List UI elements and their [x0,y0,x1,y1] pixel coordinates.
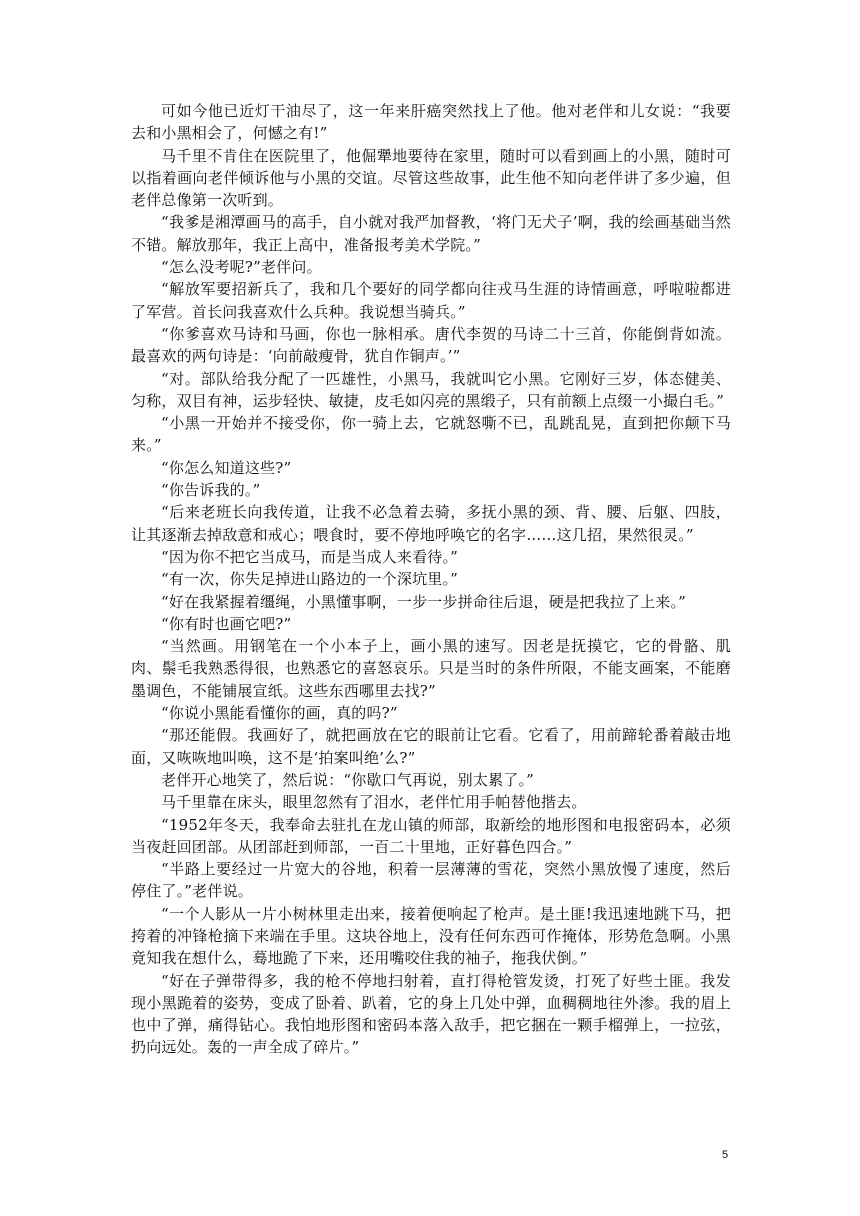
paragraph: “好在我紧握着缰绳，小黑懂事啊，一步一步拼命往后退，硬是把我拉了上来。” [161,592,687,611]
paragraph: 可如今他已近灯干油尽了，这一年来肝癌突然找上了他。他对老伴和儿女说：“我要去和小黑相会了，何憾之有!” [131,102,731,143]
paragraph: “一个人影从一片小树林里走出来，接着便响起了枪声。是土匪!我迅速地跳下马，把挎着的冲锋枪摘下来端在手里。这块谷地上，没有任何东西可作掩体，形势危急啊。小黑竟知我在想什么，蓦地跪了下来，还用嘴咬住我的袖子，拖我伏倒。” [131,904,731,968]
paragraph: “因为你不把它当成马，而是当成人来看待。” [161,547,459,566]
page-number: 5 [722,1149,729,1161]
paragraph: “你告诉我的。” [161,481,261,500]
paragraph: “当然画。用钢笔在一个小本子上，画小黑的速写。因老是抚摸它，它的骨骼、肌肉、鬃毛我熟悉得很，也熟悉它的喜怒哀乐。只是当时的条件所限，不能支画案，不能磨墨调色，不能铺展宣纸。这些东西哪里去找?” [131,637,731,700]
paragraph: 马千里靠在床头，眼里忽然有了泪水，老伴忙用手帕替他揩去。 [161,793,587,812]
paragraph: “你怎么知道这些?” [161,458,292,477]
paragraph: 马千里不肯住在医院里了，他倔犟地要待在家里，随时可以看到画上的小黑，随时可以指着画向老伴倾诉他与小黑的交谊。尽管这些故事，此生他不知向老伴讲了多少遍，但老伴总像第一次听到。 [131,146,731,210]
paragraph: “后来老班长向我传道，让我不必急着去骑，多抚小黑的颈、背、腰、后躯、四肢，让其逐渐去掉敌意和戒心；喂食时，要不停地呼唤它的名字……这几招，果然很灵。” [131,503,731,544]
story-text [131,100,731,1059]
paragraph: “半路上要经过一片宽大的谷地，积着一层薄薄的雪花，突然小黑放慢了速度，然后停住了。”老伴说。 [131,860,731,901]
paragraph: “对。部队给我分配了一匹雄性，小黑马，我就叫它小黑。它刚好三岁，体态健美、匀称，双目有神，运步轻快、敏捷，皮毛如闪亮的黑缎子，只有前额上点缀一小撮白毛。” [131,369,731,410]
paragraph: “有一次，你失足掉进山路边的一个深坑里。” [161,570,459,589]
paragraph: “你爹喜欢马诗和马画，你也一脉相承。唐代李贺的马诗二十三首，你能倒背如流。最喜欢的两句诗是：‘向前敲瘦骨，犹自作铜声。’” [131,324,731,366]
paragraph: “你有时也画它吧?” [161,614,292,633]
paragraph: “1952年冬天，我奉命去驻扎在龙山镇的师部，取新绘的地形图和电报密码本，必须当夜赶回团部。从团部赶到师部，一百二十里地，正好暮色四合。” [131,815,731,856]
paragraph: 老伴开心地笑了，然后说：“你歇口气再说，别太累了。” [161,770,535,789]
paragraph: “解放军要招新兵了，我和几个要好的同学都向往戎马生涯的诗情画意，呼啦啦都进了军营。首长问我喜欢什么兵种。我说想当骑兵。” [131,280,731,321]
paragraph: “怎么没考呢?”老伴问。 [161,258,322,277]
paragraph: “我爹是湘潭画马的高手，自小就对我严加督教，‘将门无犬子’啊，我的绘画基础当然不错。解放那年，我正上高中，准备报考美术学院。” [131,213,731,254]
paragraph: “你说小黑能看懂你的画，真的吗?” [161,704,398,723]
paragraph: “好在子弹带得多，我的枪不停地扫射着，直打得枪管发烫，打死了好些土匪。我发现小黑跪着的姿势，变成了卧着、趴着，它的身上几处中弹，血稠稠地往外渗。我的眉上也中了弹，痛得钻心。我怕地形图和密码本落入敌手，把它捆在一颗手榴弹上，一拉弦，扔向远处。轰的一声全成了碎片。” [131,971,731,1057]
paragraph: “那还能假。我画好了，就把画放在它的眼前让它看。它看了，用前蹄轮番着敲击地面，又咴咴地叫唤，这不是‘拍案叫绝’么?” [131,726,731,767]
paragraph: “小黑一开始并不接受你，你一骑上去，它就怒嘶不已，乱跳乱晃，直到把你颠下马来。” [131,414,731,455]
